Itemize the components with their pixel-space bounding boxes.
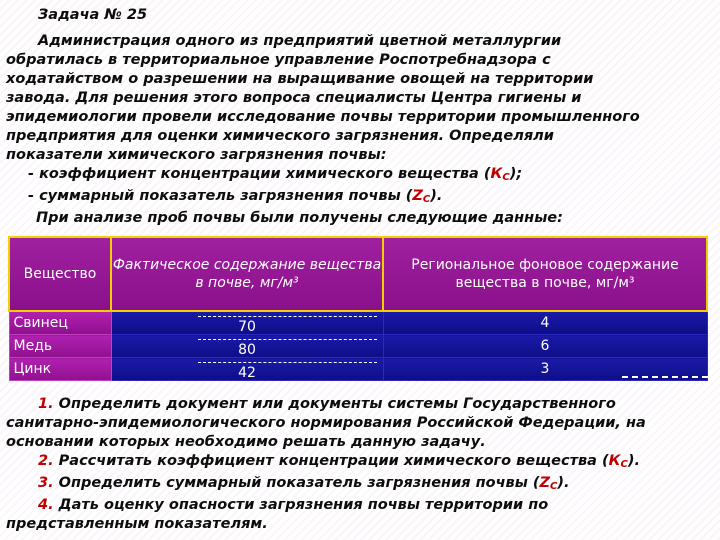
table-row bbox=[9, 358, 707, 381]
question-end: ). bbox=[627, 453, 640, 469]
question-number: 4. bbox=[38, 497, 54, 513]
dash-line bbox=[198, 362, 377, 363]
indicator-end: ); bbox=[509, 166, 523, 182]
intro-line: ходатайством о разрешении на выращивание овощей на территории bbox=[6, 71, 594, 87]
zc-symbol: Z bbox=[412, 188, 423, 204]
substance-name: Медь bbox=[9, 335, 111, 358]
kc-subscript: С bbox=[620, 459, 628, 470]
task-intro bbox=[6, 32, 718, 228]
substance-name: Свинец bbox=[9, 311, 111, 335]
intro-line: предприятия для оценки химического загрязнения. Определяли bbox=[6, 128, 554, 144]
kc-subscript: С bbox=[502, 172, 510, 183]
header-actual: Фактическое содержание вещества в почве, мг/м³ bbox=[111, 237, 383, 311]
question-2 bbox=[6, 452, 718, 474]
indicator-text: - суммарный показатель загрязнения почвы ( bbox=[28, 188, 413, 204]
zc-subscript: С bbox=[550, 481, 558, 492]
question-text: Рассчитать коэффициент концентрации химического вещества ( bbox=[53, 453, 609, 469]
actual-value: 70 bbox=[238, 319, 256, 335]
question-end: ). bbox=[557, 475, 570, 491]
actual-cell bbox=[111, 335, 383, 358]
table-header-row bbox=[9, 237, 707, 311]
question-1-cont: санитарно-эпидемиологического нормирования Российской Федерации, на bbox=[6, 415, 646, 431]
task-questions bbox=[6, 395, 718, 534]
kc-symbol: К bbox=[490, 166, 503, 182]
indicator-end: ). bbox=[430, 188, 443, 204]
zc-symbol: Z bbox=[539, 475, 551, 491]
intro-line: Администрация одного из предприятий цветной металлургии bbox=[38, 33, 562, 49]
question-4 bbox=[6, 496, 718, 515]
task-title: Задача № 25 bbox=[38, 7, 148, 23]
soil-data-table bbox=[8, 236, 708, 381]
question-number: 1. bbox=[38, 396, 54, 412]
question-3 bbox=[6, 474, 718, 496]
question-1 bbox=[6, 395, 718, 414]
decorative-dash bbox=[622, 376, 708, 378]
intro-line: При анализе проб почвы были получены следующие данные: bbox=[36, 210, 563, 226]
header-substance: Вещество bbox=[9, 237, 111, 311]
background-value: 3 bbox=[383, 358, 707, 381]
intro-line: завода. Для решения этого вопроса специалисты Центра гигиены и bbox=[6, 90, 582, 106]
dash-line bbox=[198, 316, 377, 317]
indicator-text: - коэффициент концентрации химического вещества ( bbox=[28, 166, 491, 182]
question-number: 2. bbox=[38, 453, 54, 469]
question-text: Определить суммарный показатель загрязнения почвы ( bbox=[53, 475, 540, 491]
actual-cell bbox=[111, 311, 383, 335]
question-number: 3. bbox=[38, 475, 54, 491]
actual-value: 42 bbox=[238, 365, 256, 381]
actual-value: 80 bbox=[238, 342, 256, 358]
question-text: Определить документ или документы системы Государственного bbox=[53, 396, 616, 412]
actual-cell bbox=[111, 358, 383, 381]
table-row bbox=[9, 311, 707, 335]
dash-line bbox=[198, 339, 377, 340]
substance-name: Цинк bbox=[9, 358, 111, 381]
question-4-cont: представленным показателям. bbox=[6, 516, 268, 532]
question-text: Дать оценку опасности загрязнения почвы территории по bbox=[53, 497, 549, 513]
intro-line: эпидемиологии провели исследование почвы территории промышленного bbox=[6, 109, 640, 125]
indicator-item bbox=[6, 165, 718, 187]
background-value: 6 bbox=[383, 335, 707, 358]
kc-symbol: К bbox=[608, 453, 621, 469]
intro-line: показатели химического загрязнения почвы: bbox=[6, 147, 387, 163]
intro-line: обратилась в территориальное управление Роспотребнадзора с bbox=[6, 52, 551, 68]
table-row bbox=[9, 335, 707, 358]
zc-subscript: С bbox=[422, 194, 431, 205]
background-value: 4 bbox=[383, 311, 707, 335]
indicator-item bbox=[6, 187, 718, 209]
question-1-cont: основании которых необходимо решать данную задачу. bbox=[6, 434, 486, 450]
header-background: Региональное фоновое содержание вещества в почве, мг/м³ bbox=[383, 237, 707, 311]
